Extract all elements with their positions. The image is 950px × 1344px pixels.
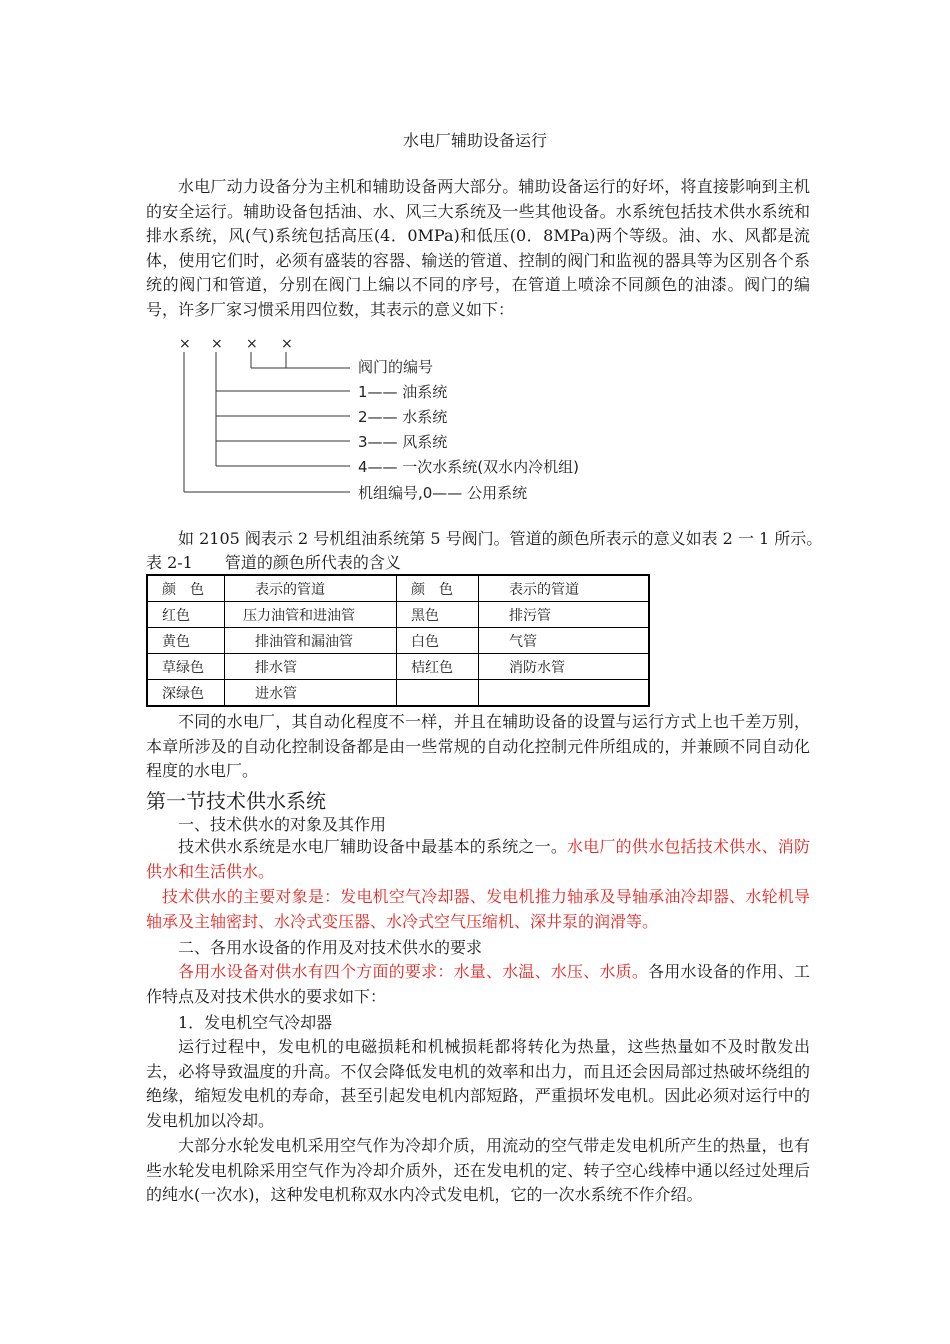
automation-paragraph: 不同的水电厂，其自动化程度不一样，并且在辅助设备的设置与运行方式上也千差万别，本章所涉及的自动化控制设备都是由一些常规的自动化控制元件所组成的，并兼顾不同自动化程度的水电厂。 <box>146 712 810 780</box>
subsection-heading-2: 二、各用水设备的作用及对技术供水的要求 <box>178 938 483 957</box>
supply-intro-text: 技术供水系统是水电厂辅助设备中最基本的系统之一。 <box>178 837 568 856</box>
table-cell: 深绿色 <box>147 680 225 707</box>
intro-paragraph: 水电厂动力设备分为主机和辅助设备两大部分。辅助设备运行的好坏，将直接影响到主机的安全运行。辅助设备包括油、水、风三大系统及一些其他设备。水系统包括技术供水系统和排水系统，风(气)系统包括高压(4．0MPa)和低压(0．8MPa)两个等级。油、水、风都是流体，使用它们时，必须有盛装的容器、输送的管道、控制的阀门和监视的器具等为区别各个系统的阀门和管道，分别在阀门上编以不同的序号，在管道上喷涂不同颜色的油漆。阀门的编号，许多厂家习惯采用四位数，其表示的意义如下： <box>146 177 810 319</box>
diagram-label-oil: 1—— 油系统 <box>358 383 448 401</box>
diagram-label-primary-water: 4—— 一次水系统(双水内冷机组) <box>358 458 580 476</box>
supply-objects-paragraph: 技术供水的主要对象是：发电机空气冷却器、发电机推力轴承及导轴承油冷却器、水轮机导轴承及主轴密封、水冷式变压器、水冷式空气压缩机、深井泵的润滑等。 <box>146 887 810 931</box>
table-cell: 黑色 <box>397 602 479 628</box>
table-cell: 黄色 <box>147 628 225 654</box>
table-cell <box>479 680 650 707</box>
pipe-color-table <box>146 574 650 707</box>
table-row <box>147 602 649 628</box>
diagram-label-valve-number: 阀门的编号 <box>358 358 434 376</box>
table-cell: 草绿色 <box>147 654 225 680</box>
item-heading: 1．发电机空气冷却器 <box>178 1013 333 1032</box>
page-title: 水电厂辅助设备运行 <box>402 131 547 150</box>
example-sentence: 如 2105 阀表示 2 号机组油系统第 5 号阀门。管道的颜色所表示的意义如表 2 一 1 所示。 <box>178 529 823 548</box>
table-cell: 排污管 <box>479 602 650 628</box>
subsection-heading-1: 一、技术供水的对象及其作用 <box>178 815 387 834</box>
table-cell: 桔红色 <box>397 654 479 680</box>
diagram-label-water: 2—— 水系统 <box>358 408 448 426</box>
table-cell: 白色 <box>397 628 479 654</box>
table-header-cell: 表示的管道 <box>479 575 650 602</box>
requirements-paragraph <box>146 960 810 1009</box>
table-caption: 表 2-1 管道的颜色所代表的含义 <box>146 553 401 572</box>
valve-digit-mark: × <box>246 336 258 352</box>
table-cell: 消防水管 <box>479 654 650 680</box>
table-row <box>147 680 649 707</box>
requirements-text: 各用水设备的作用、工作特点及对技术供水的要求如下： <box>146 962 810 1006</box>
valve-digit-mark: × <box>211 336 223 352</box>
table-cell: 排水管 <box>225 654 397 680</box>
valve-digit-mark: × <box>281 336 293 352</box>
valve-numbering-diagram <box>170 336 630 516</box>
table-cell <box>397 680 479 707</box>
table-cell: 气管 <box>479 628 650 654</box>
table-cell: 进水管 <box>225 680 397 707</box>
diagram-label-air: 3—— 风系统 <box>358 433 448 451</box>
table-cell: 排油管和漏油管 <box>225 628 397 654</box>
air-cooler-paragraph: 运行过程中，发电机的电磁损耗和机械损耗都将转化为热量，这些热量如不及时散发出去，必将导致温度的升高。不仅会降低发电机的效率和出力，而且还会因局部过热破坏绕组的绝缘，缩短发电机的寿命，甚至引起发电机内部短路，严重损坏发电机。因此必须对运行中的发电机加以冷却。 <box>146 1037 810 1130</box>
cooling-medium-paragraph: 大部分水轮发电机采用空气作为冷却介质，用流动的空气带走发电机所产生的热量，也有些水轮发电机除采用空气作为冷却介质外，还在发电机的定、转子空心线棒中通以经过处理后的纯水(一次水)，这种发电机称双水内冷式发电机，它的一次水系统不作介绍。 <box>146 1136 810 1204</box>
section-heading: 第一节技术供水系统 <box>146 789 326 813</box>
supply-intro-paragraph <box>146 835 810 884</box>
table-header-cell: 颜 色 <box>147 575 225 602</box>
table-header-cell: 表示的管道 <box>225 575 397 602</box>
valve-digit-mark: × <box>179 336 191 352</box>
diagram-label-unit-number: 机组编号,0—— 公用系统 <box>358 484 528 502</box>
table-cell: 压力油管和进油管 <box>225 602 397 628</box>
table-header-cell: 颜 色 <box>397 575 479 602</box>
supply-types-highlight: 水电厂的供水包括技术供水、消防供水和生活供水。 <box>146 837 810 881</box>
table-row <box>147 654 649 680</box>
table-header-row <box>147 575 649 602</box>
table-row <box>147 628 649 654</box>
requirements-highlight: 各用水设备对供水有四个方面的要求：水量、水温、水压、水质。 <box>178 962 649 981</box>
table-cell: 红色 <box>147 602 225 628</box>
